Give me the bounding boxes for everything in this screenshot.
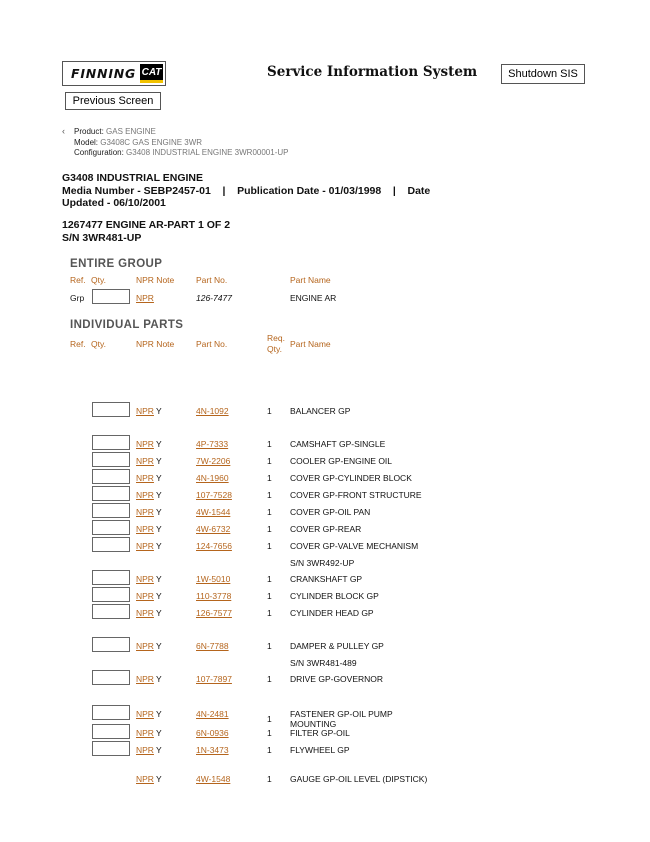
part-number-link[interactable]: 4W-1544 xyxy=(196,507,231,517)
qty-input[interactable] xyxy=(92,587,130,602)
npr-link[interactable]: NPR xyxy=(136,709,154,719)
required-qty: 1 xyxy=(267,473,272,483)
npr-link[interactable]: NPR xyxy=(136,728,154,738)
npr-note: Y xyxy=(156,574,162,584)
configuration-value: G3408 INDUSTRIAL ENGINE 3WR00001-UP xyxy=(126,148,289,157)
page-title: Service Information System xyxy=(267,64,478,80)
part-name: COVER GP-VALVE MECHANISM xyxy=(290,541,419,551)
part-number-link[interactable]: 6N-7788 xyxy=(196,641,229,651)
part-name: BALANCER GP xyxy=(290,406,351,416)
document-title: G3408 INDUSTRIAL ENGINE xyxy=(62,172,204,184)
serial-range-note: S/N 3WR481-489 xyxy=(290,658,357,668)
ip-part-header: Part No. xyxy=(196,339,228,349)
eg-qty-header: Qty. xyxy=(91,275,106,285)
part-name: CRANKSHAFT GP xyxy=(290,574,363,584)
npr-link[interactable]: NPR xyxy=(136,541,154,551)
npr-link[interactable]: NPR xyxy=(136,456,154,466)
npr-link[interactable]: NPR xyxy=(136,439,154,449)
npr-note: Y xyxy=(156,641,162,651)
part-number-link[interactable]: 4W-1548 xyxy=(196,774,231,784)
npr-link[interactable]: NPR xyxy=(136,774,154,784)
part-name: FILTER GP-OIL xyxy=(290,728,350,738)
part-number-link[interactable]: 7W-2206 xyxy=(196,456,231,466)
npr-note: Y xyxy=(156,541,162,551)
part-number-link[interactable]: 4W-6732 xyxy=(196,524,231,534)
eg-npr-link[interactable]: NPR xyxy=(136,293,154,303)
npr-note: Y xyxy=(156,709,162,719)
npr-note: Y xyxy=(156,591,162,601)
part-number-link[interactable]: 4P-7333 xyxy=(196,439,229,449)
npr-note: Y xyxy=(156,745,162,755)
npr-link[interactable]: NPR xyxy=(136,406,154,416)
qty-input[interactable] xyxy=(92,503,130,518)
part-name: COVER GP-OIL PAN xyxy=(290,507,371,517)
part-number-link[interactable]: 1N-3473 xyxy=(196,745,229,755)
required-qty: 1 xyxy=(267,728,272,738)
npr-link[interactable]: NPR xyxy=(136,608,154,618)
individual-parts-heading: INDIVIDUAL PARTS xyxy=(70,319,184,331)
npr-note: Y xyxy=(156,524,162,534)
npr-link[interactable]: NPR xyxy=(136,574,154,584)
eg-ref-header: Ref. xyxy=(70,275,86,285)
required-qty: 1 xyxy=(267,507,272,517)
logo-wordmark: FINNING xyxy=(71,66,137,81)
part-number-link[interactable]: 107-7528 xyxy=(196,490,232,500)
part-number-link[interactable]: 124-7656 xyxy=(196,541,232,551)
eg-qty-input[interactable] xyxy=(92,289,130,304)
required-qty: 1 xyxy=(267,714,272,724)
finning-cat-logo xyxy=(62,61,166,86)
npr-link[interactable]: NPR xyxy=(136,524,154,534)
qty-input[interactable] xyxy=(92,520,130,535)
npr-note: Y xyxy=(156,774,162,784)
eg-part-header: Part No. xyxy=(196,275,228,285)
media-publication-line: Media Number - SEBP2457-01 | Publication Date - 01/03/1998 | Date xyxy=(62,185,431,197)
required-qty: 1 xyxy=(267,456,272,466)
ip-req-qty-header: Qty. xyxy=(267,344,282,354)
npr-note: Y xyxy=(156,406,162,416)
required-qty: 1 xyxy=(267,745,272,755)
serial-range-note: S/N 3WR492-UP xyxy=(290,558,355,568)
cat-badge-icon: CAT xyxy=(140,64,163,83)
part-number-link[interactable]: 6N-0936 xyxy=(196,728,229,738)
eg-name-header: Part Name xyxy=(290,275,331,285)
required-qty: 1 xyxy=(267,674,272,684)
ip-npr-header: NPR Note xyxy=(136,339,175,349)
entire-group-heading: ENTIRE GROUP xyxy=(70,258,163,270)
part-title: 1267477 ENGINE AR-PART 1 OF 2 xyxy=(62,219,231,231)
qty-input[interactable] xyxy=(92,741,130,756)
eg-ref-value: Grp xyxy=(70,293,85,303)
previous-screen-button[interactable]: Previous Screen xyxy=(65,92,161,110)
breadcrumb xyxy=(64,127,288,159)
part-number-link[interactable]: 4N-1960 xyxy=(196,473,229,483)
npr-note: Y xyxy=(156,490,162,500)
required-qty: 1 xyxy=(267,774,272,784)
npr-note: Y xyxy=(156,456,162,466)
required-qty: 1 xyxy=(267,490,272,500)
model-label: Model: xyxy=(74,137,99,147)
part-number-link[interactable]: 4N-1092 xyxy=(196,406,229,416)
back-chevron-icon[interactable]: ‹ xyxy=(62,126,65,136)
ip-req-header: Req. xyxy=(267,333,285,343)
part-number-link[interactable]: 126-7577 xyxy=(196,608,232,618)
npr-note: Y xyxy=(156,674,162,684)
npr-note: Y xyxy=(156,473,162,483)
part-number-link[interactable]: 110-3778 xyxy=(196,591,232,601)
required-qty: 1 xyxy=(267,439,272,449)
part-number-link[interactable]: 4N-2481 xyxy=(196,709,229,719)
qty-input[interactable] xyxy=(92,637,130,652)
part-name: CYLINDER HEAD GP xyxy=(290,608,374,618)
configuration-label: Configuration: xyxy=(74,148,124,157)
npr-link[interactable]: NPR xyxy=(136,591,154,601)
eg-npr-header: NPR Note xyxy=(136,275,175,285)
qty-input[interactable] xyxy=(92,537,130,552)
qty-input[interactable] xyxy=(92,435,130,450)
part-name: GAUGE GP-OIL LEVEL (DIPSTICK) xyxy=(290,774,428,784)
part-name: COOLER GP-ENGINE OIL xyxy=(290,456,393,466)
ip-ref-header: Ref. xyxy=(70,339,86,349)
eg-part-number: 126-7477 xyxy=(196,293,232,303)
npr-note: Y xyxy=(156,728,162,738)
part-name: CYLINDER BLOCK GP xyxy=(290,591,379,601)
npr-note: Y xyxy=(156,439,162,449)
part-name: COVER GP-REAR xyxy=(290,524,362,534)
part-name: FASTENER GP-OIL PUMP xyxy=(290,709,393,719)
qty-input[interactable] xyxy=(92,604,130,619)
npr-link[interactable]: NPR xyxy=(136,674,154,684)
part-number-link[interactable]: 107-7897 xyxy=(196,674,232,684)
qty-input[interactable] xyxy=(92,452,130,467)
shutdown-sis-button[interactable]: Shutdown SIS xyxy=(501,64,585,84)
required-qty: 1 xyxy=(267,591,272,601)
eg-part-name: ENGINE AR xyxy=(290,293,337,303)
npr-link[interactable]: NPR xyxy=(136,473,154,483)
serial-number-range: S/N 3WR481-UP xyxy=(62,232,142,244)
updated-date: Updated - 06/10/2001 xyxy=(62,197,166,209)
npr-link[interactable]: NPR xyxy=(136,490,154,500)
required-qty: 1 xyxy=(267,574,272,584)
required-qty: 1 xyxy=(267,608,272,618)
qty-input[interactable] xyxy=(92,469,130,484)
qty-input[interactable] xyxy=(92,570,130,585)
qty-input[interactable] xyxy=(92,486,130,501)
npr-link[interactable]: NPR xyxy=(136,507,154,517)
qty-input[interactable] xyxy=(92,705,130,720)
part-name: CAMSHAFT GP-SINGLE xyxy=(290,439,386,449)
part-name: DAMPER & PULLEY GP xyxy=(290,641,384,651)
ip-qty-header: Qty. xyxy=(91,339,106,349)
part-name: DRIVE GP-GOVERNOR xyxy=(290,674,384,684)
part-name: FLYWHEEL GP xyxy=(290,745,350,755)
part-name: COVER GP-CYLINDER BLOCK xyxy=(290,473,412,483)
part-name-continued: MOUNTING xyxy=(290,719,337,729)
qty-input[interactable] xyxy=(92,402,130,417)
product-label: Product: xyxy=(74,127,104,136)
product-value: GAS ENGINE xyxy=(106,127,156,136)
qty-input[interactable] xyxy=(92,724,130,739)
npr-link[interactable]: NPR xyxy=(136,745,154,755)
required-qty: 1 xyxy=(267,641,272,651)
part-name: COVER GP-FRONT STRUCTURE xyxy=(290,490,422,500)
npr-note: Y xyxy=(156,507,162,517)
required-qty: 1 xyxy=(267,524,272,534)
part-number-link[interactable]: 1W-5010 xyxy=(196,574,231,584)
qty-input[interactable] xyxy=(92,670,130,685)
npr-note: Y xyxy=(156,608,162,618)
required-qty: 1 xyxy=(267,406,272,416)
ip-name-header: Part Name xyxy=(290,339,331,349)
model-value: G3408C GAS ENGINE 3WR xyxy=(100,137,203,147)
npr-link[interactable]: NPR xyxy=(136,641,154,651)
required-qty: 1 xyxy=(267,541,272,551)
